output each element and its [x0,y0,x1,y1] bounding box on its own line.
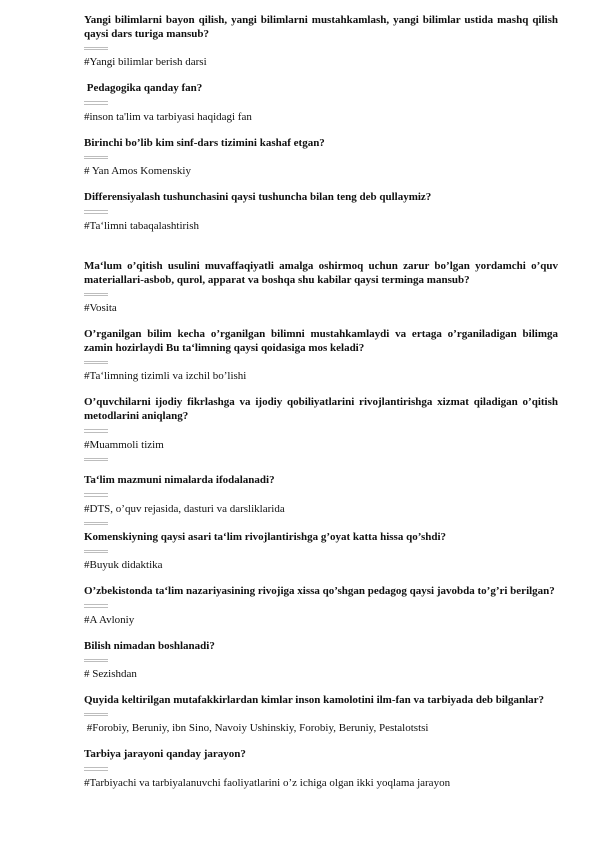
quiz-item-12 [84,693,558,735]
separator [84,156,108,159]
separator [84,458,108,461]
separator [84,210,108,213]
quiz-item-10 [84,584,558,626]
separator [84,522,108,525]
separator [84,101,108,104]
answer-text: #Vosita [84,301,117,314]
answer-text: #Muammoli tizim [84,438,164,451]
separator [84,713,108,716]
answer-text: #Tarbiyachi va tarbiyalanuvchi faoliyatlarini o’z ichiga olgan ikki yoqlama jarayon [84,776,451,789]
question-text: Differensiyalash tushunchasini qaysi tushuncha bilan teng deb qullaymiz? [84,191,432,204]
question-text: Yangi bilimlarni bayon qilish, yangi bilimlarni mustahkamlash, yangi bilimlar ustida mashq qilish qaysi dars turiga mansub? [84,14,558,40]
question-text: Ta‘lim mazmuni nimalarda ifodalanadi? [84,474,275,487]
answer-text: #DTS, o’quv rejasida, dasturi va darsliklarida [84,502,285,515]
quiz-item-1 [84,13,558,69]
question-text: O’quvchilarni ijodiy fikrlashga va ijodiy qobiliyatlarini rivojlantirishga xizmat qiladigan o’qitish metodlarini aniqlang? [84,396,558,423]
quiz-item-13 [84,747,558,789]
separator [84,293,108,296]
quiz-item-6 [84,327,558,383]
answer-text: #Buyuk didaktika [84,559,163,572]
quiz-item-4 [84,190,558,232]
quiz-item-8 [84,473,558,525]
answer-text: #inson ta'lim va tarbiyasi haqidagi fan [84,110,252,123]
answer-text: # Yan Amos Komenskiy [84,165,191,178]
question-text: O’zbekistonda ta‘lim nazariyasining rivojiga xissa qo’shgan pedagog qaysi javobda to’g’ri berilgan? [84,585,555,598]
separator [84,47,108,50]
separator [84,429,108,432]
question-text: Pedagogika qanday fan? [84,82,203,95]
question-text: Komenskiyning qaysi asari ta‘lim rivojlantirishga g’oyat katta hissa qo’shdi? [84,530,447,543]
separator [84,659,108,662]
quiz-item-7 [84,395,558,461]
question-text: Ma‘lum o’qitish usulini muvaffaqiyatli amalga oshirmoq uchun zarur bo’lgan yordamchi o’quv materiallari-asbob, qurol, apparat va boshqa shu kabilar qaysi terminga mansub? [84,259,558,286]
separator [84,604,108,607]
answer-text: #A Avloniy [84,613,135,626]
question-text: Birinchi bo’lib kim sinf-dars tizimini kashaf etgan? [84,136,325,149]
separator [84,493,108,496]
quiz-document [84,13,558,790]
question-text: O’rganilgan bilim kecha o’rganilgan bilimni mustahkamlaydi va ertaga o’rganiladigan bilimga zamin hozirlaydi Bu ta‘limning qaysi qoidasiga mos keladi? [84,327,558,354]
question-text: Bilish nimadan boshlanadi? [84,639,215,652]
quiz-item-5 [84,259,558,315]
question-text: Tarbiya jarayoni qanday jarayon? [84,748,246,761]
separator [84,361,108,364]
quiz-item-11 [84,639,558,681]
quiz-item-3 [84,136,558,178]
answer-text: #Yangi bilimlar berish darsi [84,56,207,69]
answer-text: #Ta‘limni tabaqalashtirish [84,219,200,232]
answer-text: #Ta‘limning tizimli va izchil bo’lishi [84,370,247,383]
separator [84,767,108,770]
quiz-item-9 [84,530,558,572]
quiz-item-2 [84,81,558,123]
question-text: Quyida keltirilgan mutafakkirlardan kimlar inson kamolotini ilm-fan va tarbiyada deb bilganlar? [84,694,545,707]
separator [84,550,108,553]
answer-text: #Forobiy, Beruniy, ibn Sino, Navoiy Ushinskiy, Forobiy, Beruniy, Pestalotstsi [84,722,429,735]
answer-text: # Sezishdan [84,668,137,681]
